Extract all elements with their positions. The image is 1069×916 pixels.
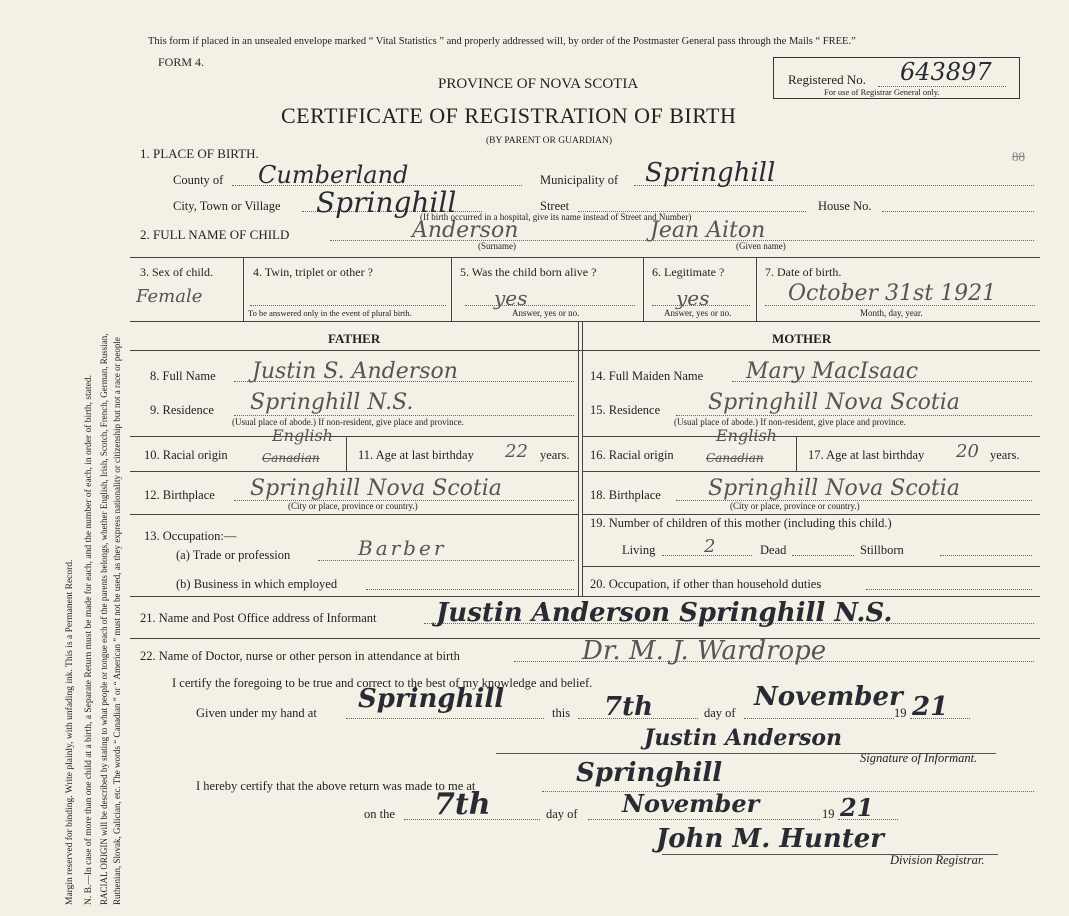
child-name-label: 2. FULL NAME OF CHILD xyxy=(140,227,290,242)
registrar-year-prefix: 19 xyxy=(822,807,835,821)
postal-notice: This form if placed in an unsealed envelope marked “ Vital Statistics ” and properly addressed will, by order of the Postmaster General pass through the Mails “ FREE.” xyxy=(148,36,856,47)
given-day-value: 7th xyxy=(604,692,654,722)
child-given-name-value: Jean Aiton xyxy=(650,218,766,243)
given-label: Given under my hand at xyxy=(196,706,317,720)
mother-age-label: 17. Age at last birthday xyxy=(808,448,925,462)
mother-heading: MOTHER xyxy=(772,331,832,346)
father-name-label: 8. Full Name xyxy=(150,369,216,383)
given-name-caption: (Given name) xyxy=(736,241,786,251)
mother-age-suffix: years. xyxy=(990,448,1020,462)
sex-label: 3. Sex of child. xyxy=(140,265,213,279)
born-alive-value: yes xyxy=(494,286,528,310)
mother-racial-struck: Canadian xyxy=(706,451,764,465)
living-value: 2 xyxy=(704,536,716,557)
father-racial-struck: Canadian xyxy=(262,451,320,465)
municipality-label: Municipality of xyxy=(540,173,619,187)
street-label: Street xyxy=(540,199,570,213)
born-alive-caption: Answer, yes or no. xyxy=(512,308,580,318)
mother-residence-label: 15. Residence xyxy=(590,403,661,417)
dead-label: Dead xyxy=(760,543,787,557)
legitimate-label: 6. Legitimate ? xyxy=(652,265,725,279)
subtitle: (BY PARENT OR GUARDIAN) xyxy=(486,136,613,146)
legitimate-value: yes xyxy=(676,286,710,310)
mother-age-value: 20 xyxy=(956,441,979,462)
father-birthplace-value: Springhill Nova Scotia xyxy=(250,476,502,501)
twin-note: To be answered only in the event of plural birth. xyxy=(248,308,412,318)
given-year-prefix: 19 xyxy=(894,706,907,720)
father-residence-caption: (Usual place of abode.) If non-resident, give place and province. xyxy=(232,417,464,427)
on-the-label: on the xyxy=(364,807,395,821)
mother-name-value: Mary MacIsaac xyxy=(746,359,919,384)
county-value: Cumberland xyxy=(258,161,409,189)
page-title: CERTIFICATE OF REGISTRATION OF BIRTH xyxy=(281,103,737,128)
given-year-value: 21 xyxy=(912,692,949,722)
sex-value: Female xyxy=(136,286,203,307)
business-label: (b) Business in which employed xyxy=(176,577,338,591)
mother-birthplace-label: 18. Birthplace xyxy=(590,488,661,502)
doctor-value: Dr. M. J. Wardrope xyxy=(582,636,827,666)
informant-label: 21. Name and Post Office address of Informant xyxy=(140,611,377,625)
margin-note-2: N. B.—In case of more than one child at a birth, a Separate Return must be made for each, and the number of each, in order of birth, stated. xyxy=(84,375,94,905)
informant-signature-caption: Signature of Informant. xyxy=(860,751,978,765)
registrar-caption: Division Registrar. xyxy=(890,853,985,867)
father-occupation-label: 13. Occupation:— xyxy=(144,529,237,543)
registrar-month-value: November xyxy=(622,789,760,818)
municipality-value: Springhill xyxy=(645,158,776,188)
corner-mark: 88 xyxy=(1012,149,1025,164)
children-count-label: 19. Number of children of this mother (including this child.) xyxy=(590,516,892,530)
form-number: FORM 4. xyxy=(158,55,205,69)
mother-residence-caption: (Usual place of abode.) If non-resident, give place and province. xyxy=(674,417,906,427)
doctor-label: 22. Name of Doctor, nurse or other person in attendance at birth xyxy=(140,649,460,663)
registrar-year-value: 21 xyxy=(840,793,874,822)
twin-label: 4. Twin, triplet or other ? xyxy=(253,265,373,279)
margin-note-3: RACIAL ORIGIN will be described by stating to what people or tongue each of the parents belongs, whether English, Irish, Scotch, French, German, Russian, xyxy=(99,333,109,905)
registrar-day-value: 7th xyxy=(434,787,491,822)
born-alive-label: 5. Was the child born alive ? xyxy=(460,265,597,279)
father-birthplace-label: 12. Birthplace xyxy=(144,488,215,502)
registrar-day-of-label: day of xyxy=(546,807,578,821)
given-month-value: November xyxy=(754,682,903,712)
father-age-suffix: years. xyxy=(540,448,570,462)
father-residence-value: Springhill N.S. xyxy=(250,390,414,415)
informant-signature: Justin Anderson xyxy=(644,725,843,751)
province-heading: PROVINCE OF NOVA SCOTIA xyxy=(438,76,639,92)
father-name-value: Justin S. Anderson xyxy=(252,359,458,384)
city-label: City, Town or Village xyxy=(173,199,281,213)
registered-note: For use of Registrar General only. xyxy=(824,87,940,97)
certify-statement: I certify the foregoing to be true and correct to the best of my knowledge and belief. xyxy=(172,676,593,690)
registered-label: Registered No. xyxy=(788,72,866,87)
registrar-place-value: Springhill xyxy=(576,758,723,788)
registrar-statement: I hereby certify that the above return was made to me at xyxy=(196,779,476,793)
date-of-birth-caption: Month, day, year. xyxy=(860,308,923,318)
margin-note-4: Ruthenian, Slovak, Galician, etc. The words “ Canadian ” or “ American ” must not be used, as they express nationality or citizenship but not a race or people xyxy=(112,337,122,905)
given-day-of-label: day of xyxy=(704,706,736,720)
city-value: Springhill xyxy=(316,186,457,219)
father-racial-origin-label: 10. Racial origin xyxy=(144,448,228,462)
trade-label: (a) Trade or profession xyxy=(176,548,291,562)
mother-occupation-label: 20. Occupation, if other than household duties xyxy=(590,577,822,591)
house-number-label: House No. xyxy=(818,199,872,213)
registered-box xyxy=(773,57,1020,99)
surname-caption: (Surname) xyxy=(478,241,516,251)
county-label: County of xyxy=(173,173,224,187)
father-racial-origin-value: English xyxy=(272,426,333,445)
father-birthplace-caption: (City or place, province or country.) xyxy=(288,501,418,511)
date-of-birth-label: 7. Date of birth. xyxy=(765,265,842,279)
date-of-birth-value: October 31st 1921 xyxy=(788,281,997,306)
father-residence-label: 9. Residence xyxy=(150,403,214,417)
father-age-label: 11. Age at last birthday xyxy=(358,448,474,462)
mother-racial-origin-label: 16. Racial origin xyxy=(590,448,674,462)
stillborn-label: Stillborn xyxy=(860,543,904,557)
mother-birthplace-caption: (City or place, province or country.) xyxy=(730,501,860,511)
informant-value: Justin Anderson Springhill N.S. xyxy=(436,598,893,628)
hospital-note: (If birth occurred in a hospital, give its name instead of Street and Number) xyxy=(420,212,692,222)
living-label: Living xyxy=(622,543,656,557)
father-heading: FATHER xyxy=(328,331,381,346)
child-surname-value: Anderson xyxy=(412,218,519,243)
mother-birthplace-value: Springhill Nova Scotia xyxy=(708,476,960,501)
this-label: this xyxy=(552,706,571,720)
trade-value: Barber xyxy=(358,536,447,560)
given-place-value: Springhill xyxy=(358,684,505,714)
mother-residence-value: Springhill Nova Scotia xyxy=(708,390,960,415)
mother-racial-origin-value: English xyxy=(716,426,777,445)
mother-name-label: 14. Full Maiden Name xyxy=(590,369,704,383)
registrar-signature: John M. Hunter xyxy=(656,824,885,854)
place-of-birth-label: 1. PLACE OF BIRTH. xyxy=(140,146,259,161)
father-age-value: 22 xyxy=(505,441,528,462)
legitimate-caption: Answer, yes or no. xyxy=(664,308,732,318)
registered-number: 643897 xyxy=(900,58,992,86)
margin-note-1: Margin reserved for binding. Write plainly, with unfading ink. This is a Permanent Record. xyxy=(65,559,75,905)
